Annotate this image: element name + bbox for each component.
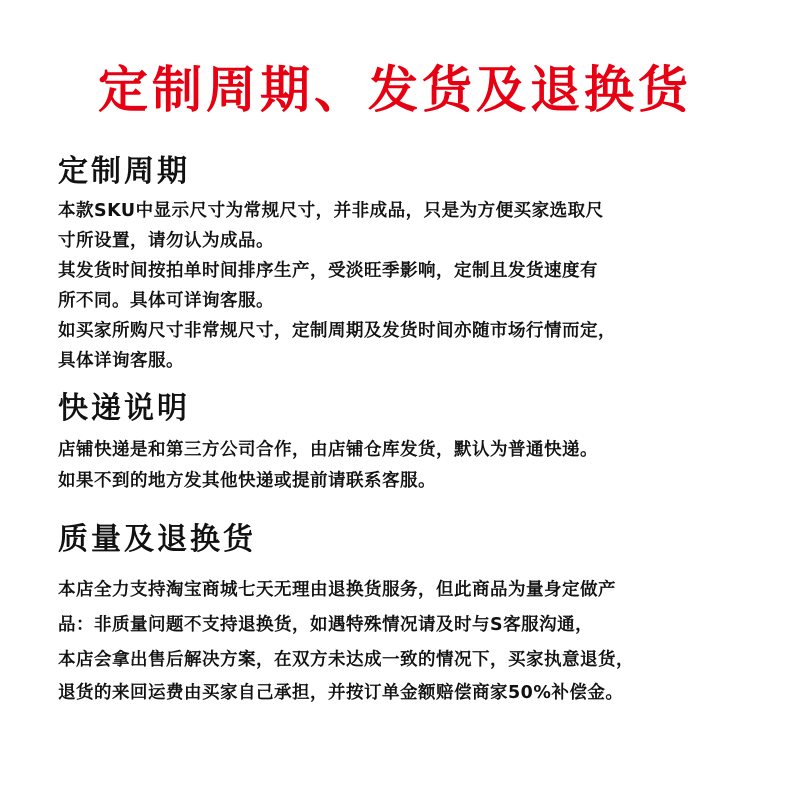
section-heading-custom-period: 定制周期: [58, 154, 190, 189]
section-line: 寸所设置，请勿认为成品。: [58, 231, 274, 251]
section-line: 本店全力支持淘宝商城七天无理由退换货服务，但此商品为量身定做产: [58, 580, 616, 600]
section-line: 具体详询客服。: [58, 351, 184, 371]
section-line: 店铺快递是和第三方公司合作，由店铺仓库发货，默认为普通快递。: [58, 440, 598, 460]
section-line: 其发货时间按拍单时间排序生产，受淡旺季影响，定制且发货速度有: [58, 261, 598, 281]
section-line: 本款SKU中显示尺寸为常规尺寸，并非成品，只是为方便买家选取尺: [58, 201, 604, 221]
page-title: 定制周期、发货及退换货: [98, 61, 692, 119]
section-heading-quality-returns: 质量及退换货: [58, 522, 256, 557]
section-line: 如果不到的地方发其他快递或提前请联系客服。: [58, 471, 436, 491]
section-line: 所不同。具体可详询客服。: [58, 291, 274, 311]
section-line: 退货的来回运费由买家自己承担，并按订单金额赔偿商家50%补偿金。: [58, 683, 624, 703]
section-line: 本店会拿出售后解决方案，在双方未达成一致的情况下，买家执意退货，: [58, 650, 634, 670]
section-line: 如买家所购尺寸非常规尺寸，定制周期及发货时间亦随市场行情而定，: [58, 321, 616, 341]
section-heading-shipping: 快递说明: [58, 391, 190, 426]
section-line: 品：非质量问题不支持退换货，如遇特殊情况请及时与S客服沟通，: [58, 615, 594, 635]
